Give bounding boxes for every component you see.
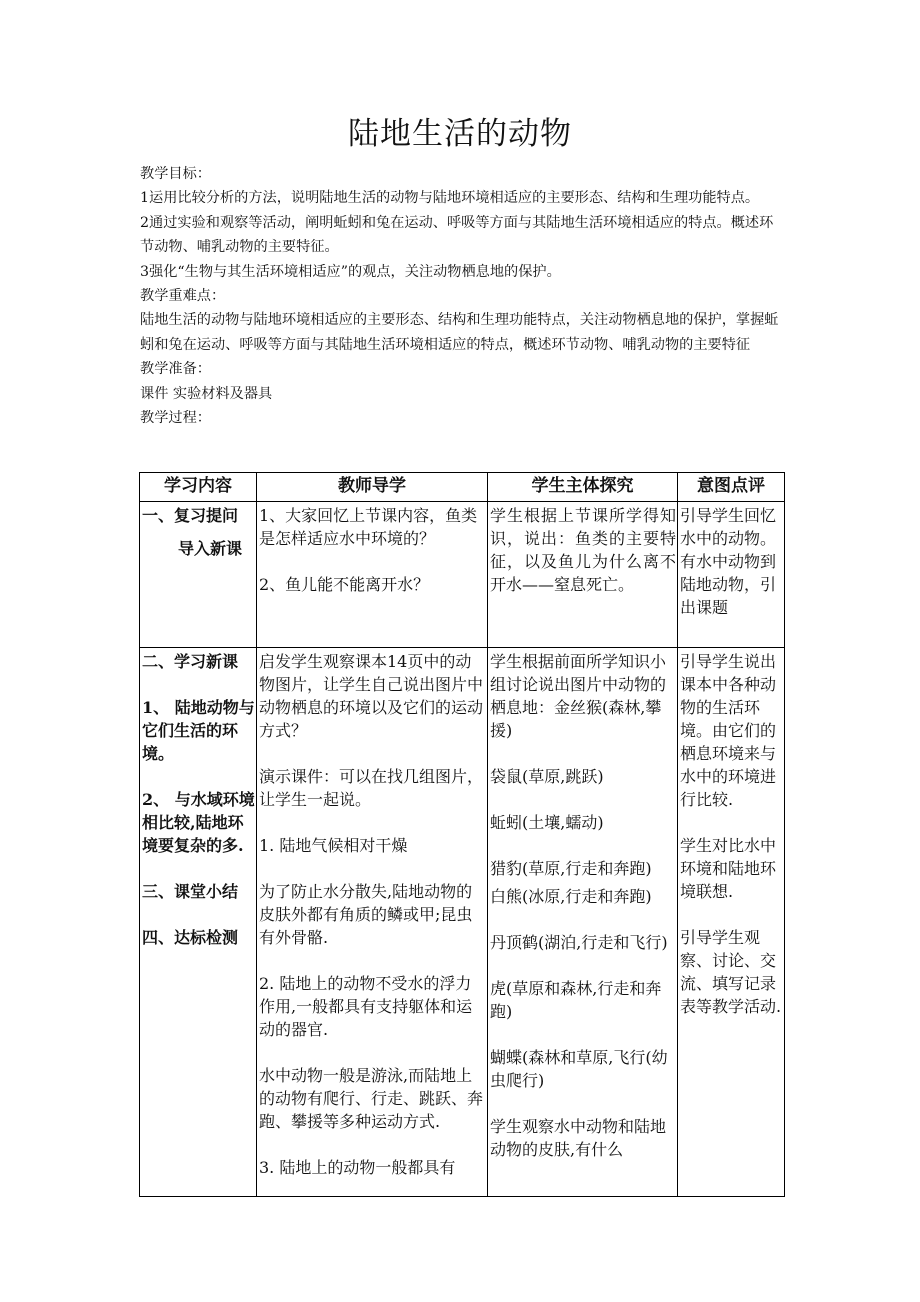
student-line: 蝴蝶(森林和草原,飞行(幼虫爬行) — [490, 1048, 668, 1090]
intro-section — [140, 162, 785, 430]
content-line: 三、课堂小结 — [142, 882, 239, 901]
cell-content — [140, 502, 257, 648]
student-line: 袋鼠(草原,跳跃) — [490, 767, 604, 786]
intent-line: 引导学生说出课本中各种动物的生活环境。由它们的栖息环境来与水中的环境进行比较. — [680, 652, 777, 809]
header-intent: 意图点评 — [678, 473, 785, 502]
prep-heading: 教学准备： — [140, 361, 211, 378]
student-line: 猎豹(草原,行走和奔跑) — [490, 859, 652, 878]
teacher-line: 启发学生观察课本14页中的动物图片，让学生自己说出图片中动物栖息的环境以及它们的运动方式？ — [259, 652, 484, 740]
goal-3: 3强化“生物与其生活环境相适应”的观点，关注动物栖息地的保护。 — [140, 263, 561, 280]
student-line: 学生根据前面所学知识小组讨论说出图片中动物的栖息地：金丝猴(森林,攀援) — [490, 652, 667, 740]
teacher-line: 1. 陆地气候相对干燥 — [259, 836, 408, 855]
cell-student — [488, 648, 678, 1197]
student-line: 学生根据上节课所学得知识，说出：鱼类的主要特征，以及鱼儿为什么离不开水——窒息死亡。 — [490, 506, 676, 594]
cell-teacher — [257, 648, 488, 1197]
cell-intent — [678, 502, 785, 648]
header-content: 学习内容 — [140, 473, 257, 502]
teacher-line: 2、鱼儿能不能离开水？ — [259, 575, 430, 594]
teacher-line: 1、大家回忆上节课内容，鱼类是怎样适应水中环境的？ — [259, 506, 478, 548]
cell-content — [140, 648, 257, 1197]
header-teacher: 教师导学 — [257, 473, 488, 502]
teacher-line: 2. 陆地上的动物不受水的浮力作用,一般都具有支持躯体和运动的器官. — [259, 974, 473, 1039]
table-row — [140, 502, 785, 648]
teacher-line: 演示课件：可以在找几组图片，让学生一起说。 — [259, 767, 484, 809]
student-line: 学生观察水中动物和陆地动物的皮肤,有什么 — [490, 1117, 667, 1159]
cell-teacher — [257, 502, 488, 648]
student-line: 蚯蚓(土壤,蠕动) — [490, 813, 604, 832]
teacher-line: 水中动物一般是游泳,而陆地上的动物有爬行、行走、跳跃、奔跑、攀援等多种运动方式. — [259, 1066, 484, 1131]
cell-intent — [678, 648, 785, 1197]
content-line: 2、 与水域环境相比较,陆地环境要复杂的多. — [142, 790, 255, 855]
lesson-table — [139, 472, 785, 1197]
content-line: 一、复习提问 — [142, 506, 239, 525]
intent-line: 引导学生回忆水中的动物。有水中动物到陆地动物，引出课题 — [680, 506, 777, 617]
content-line: 二、学习新课 — [142, 652, 239, 671]
content-line: 四、达标检测 — [142, 928, 239, 947]
teacher-line: 3. 陆地上的动物一般都具有 — [259, 1158, 456, 1177]
process-heading: 教学过程： — [140, 410, 211, 427]
cell-student — [488, 502, 678, 648]
goals-heading: 教学目标： — [140, 166, 211, 182]
goal-1: 1运用比较分析的方法，说明陆地生活的动物与陆地环境相适应的主要形态、结构和生理功能特点。 — [140, 190, 760, 207]
table-header-row — [140, 473, 785, 502]
student-line: 虎(草原和森林,行走和奔跑) — [490, 979, 662, 1021]
content-line: 导入新课 — [178, 539, 243, 558]
student-line: 白熊(冰原,行走和奔跑) — [490, 887, 652, 906]
goal-2: 2通过实验和观察等活动，阐明蚯蚓和兔在运动、呼吸等方面与其陆地生活环境相适应的特点。概述环节动物、哺乳动物的主要特征。 — [140, 214, 774, 256]
prep-text: 课件 实验材料及器具 — [140, 385, 273, 402]
key-text: 陆地生活的动物与陆地环境相适应的主要形态、结构和生理功能特点，关注动物栖息地的保护，掌握蚯蚓和兔在运动、呼吸等方面与其陆地生活环境相适应的特点，概述环节动物、哺乳动物的主要特征 — [140, 312, 779, 353]
page-title: 陆地生活的动物 — [348, 116, 572, 152]
teacher-line: 为了防止水分散失,陆地动物的皮肤外都有角质的鳞或甲;昆虫有外骨骼. — [259, 882, 473, 947]
content-line: 1、 陆地动物与它们生活的环境。 — [142, 698, 255, 763]
header-student: 学生主体探究 — [488, 473, 678, 502]
student-line: 丹顶鹤(湖泊,行走和飞行) — [490, 933, 668, 952]
intent-line: 学生对比水中环境和陆地环境联想. — [680, 836, 777, 901]
key-heading: 教学重难点： — [140, 288, 226, 305]
table-row — [140, 648, 785, 1197]
intent-line: 引导学生观察、讨论、交流、填写记录表等教学活动. — [680, 928, 782, 1016]
